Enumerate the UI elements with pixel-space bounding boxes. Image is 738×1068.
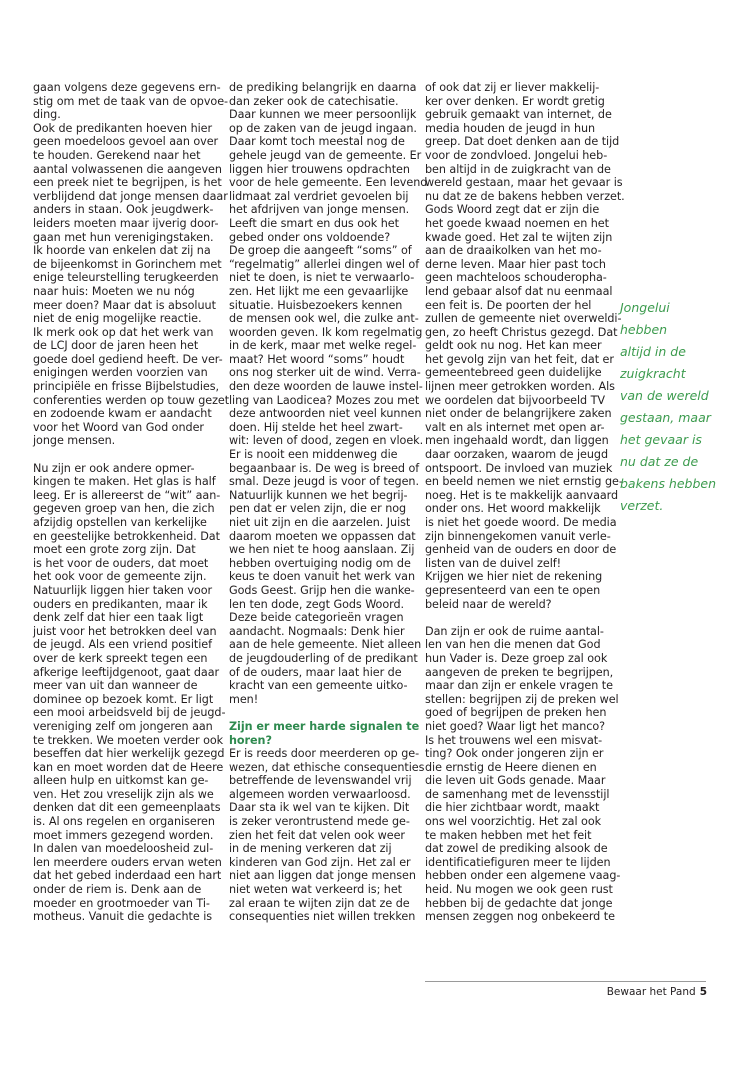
text-line: hebben onder een algemene vaag-	[425, 869, 621, 883]
pull-quote-line: het gevaar is	[620, 432, 702, 447]
text-line: gegeven groep van hen, die zich	[33, 502, 215, 516]
pull-quote-line: altijd in de	[620, 344, 686, 359]
text-line: noeg. Het is te makkelijk aanvaard	[425, 488, 619, 502]
text-line: Deze beide categorieën vragen	[229, 611, 404, 625]
text-line: Dan zijn er ook de ruime aantal-	[425, 624, 604, 638]
text-line: Natuurlijk kunnen we het begrij-	[229, 488, 408, 502]
text-line: Gods Woord zegt dat er zijn die	[425, 203, 600, 217]
text-line: aangeven de preken te begrijpen,	[425, 665, 614, 679]
text-line: len ten dode, zegt Gods Woord.	[229, 597, 405, 611]
text-line: Ook de predikanten hoeven hier	[33, 121, 213, 135]
text-line: hebben overtuiging nodig om de	[229, 556, 411, 570]
text-line: die ernstig de Heere dienen en	[425, 760, 597, 774]
text-line: niet te doen, is niet te verwaarlo-	[229, 271, 415, 285]
text-line: de jeugdouderling of de predikant	[229, 651, 418, 665]
text-line: niet weten wat verkeerd is; het	[229, 883, 403, 897]
text-line: en beeld nemen we niet ernstig ge-	[425, 475, 623, 489]
text-line: leiders moeten maar ijverig door-	[33, 216, 219, 230]
text-line: daarom moeten we oppassen dat	[229, 529, 416, 543]
text-line: maar dan zijn er enkele vragen te	[425, 679, 613, 693]
text-line: en zodoende kwam er aandacht	[33, 407, 212, 421]
text-line: de jeugd. Als een vriend positief	[33, 638, 213, 652]
text-line: over de kerk spreekt tegen een	[33, 651, 208, 665]
text-line: In dalen van moedeloosheid zul-	[33, 842, 214, 856]
text-line: is niet het goede woord. De media	[425, 516, 617, 529]
text-line: moeder en grootmoeder van Ti-	[33, 896, 210, 910]
text-line: of ook dat zij er liever makkelij-	[425, 81, 600, 94]
text-line: kingen te maken. Het glas is half	[33, 475, 216, 489]
text-line: te trekken. We moeten verder ook	[33, 733, 224, 747]
text-line: ouders en predikanten, maar ik	[33, 597, 208, 611]
text-line: leeg. Er is allereerst de “wit” aan-	[33, 488, 221, 502]
text-line: gaan met hun verenigingstaken.	[33, 230, 214, 244]
text-line: meer doen? Maar dat is absoluut	[33, 298, 216, 312]
text-line: voor het Woord van God onder	[33, 420, 204, 434]
text-line: zien het feit dat velen ook weer	[229, 828, 405, 842]
text-line: heid. Nu mogen we ook geen rust	[425, 883, 613, 897]
pull-quote-line: van de wereld	[620, 388, 709, 403]
text-line: het afdrijven van jonge mensen.	[229, 203, 410, 217]
text-line: Is het trouwens wel een misvat-	[425, 733, 603, 747]
pull-quote	[620, 297, 730, 517]
text-line: dat het gebed inderdaad een hart	[33, 869, 222, 883]
text-line: Leeft die smart en dus ook het	[229, 216, 399, 230]
text-line: het gevolg zijn van het feit, dat er	[425, 352, 614, 366]
text-line: derne leven. Maar hier past toch	[425, 257, 606, 271]
text-line: Gods Geest. Grijp hen die wanke-	[229, 583, 415, 597]
text-line: denken dat dit een gemeenplaats	[33, 801, 221, 815]
text-line: ling van Laodicea? Mozes zou met	[229, 393, 420, 407]
text-line: Ik hoorde van enkelen dat zij na	[33, 244, 211, 258]
text-line: moet immers gezegend worden.	[33, 828, 214, 842]
text-line: de mensen ook wel, die zulke ant-	[229, 312, 419, 326]
text-line: stellen: begrijpen zij de preken wel	[425, 692, 619, 706]
text-line: is. Al ons regelen en organiseren	[33, 815, 215, 829]
text-line: beleid naar de wereld?	[425, 597, 552, 611]
text-line: aan de hele gemeente. Niet alleen	[229, 638, 422, 652]
text-line: ons wel voorzichtig. Het zal ook	[425, 815, 602, 829]
text-line: goede doel gediend heeft. De ver-	[33, 352, 223, 366]
text-line: alleen hulp en uitkomst kan ge-	[33, 774, 209, 788]
text-line: consequenties niet willen trekken	[229, 910, 416, 924]
text-line: ben altijd in de zuigkracht van de	[425, 162, 611, 176]
text-line: kracht van een gemeente uitko-	[229, 679, 408, 693]
text-line: onder ons. Het woord makkelijk	[425, 502, 601, 516]
text-line: in de mening verkeren dat zij	[229, 842, 392, 856]
text-line: mensen zeggen nog onbekeerd te	[425, 910, 615, 924]
text-line: we hen niet te hoog aanslaan. Zij	[229, 543, 415, 557]
text-line: aantal volwassenen die aangeven	[33, 162, 222, 176]
footer	[607, 986, 707, 998]
paragraph-gap	[229, 706, 419, 720]
text-line: Daar kunnen we meer persoonlijk	[229, 108, 417, 122]
text-line: smal. Deze jeugd is voor of tegen.	[229, 475, 419, 489]
text-line: die leven uit Gods genade. Maar	[425, 774, 606, 788]
text-line: lijnen meer getrokken worden. Als	[425, 380, 615, 394]
text-line: algemeen worden verwaarloosd.	[229, 787, 411, 801]
paragraph-gap	[33, 448, 223, 462]
text-line: gepresenteerd van een te open	[425, 583, 601, 597]
text-line: een preek niet te begrijpen, is het	[33, 176, 222, 190]
text-line: listen van de duivel zelf!	[425, 556, 562, 570]
text-line: jonge mensen.	[33, 434, 116, 448]
text-line: gemeentebreed geen duidelijke	[425, 366, 602, 380]
text-line: of de ouders, maar laat hier de	[229, 665, 402, 679]
text-line: onder de riem is. Denk aan de	[33, 883, 202, 897]
text-line: we oordelen dat bijvoorbeeld TV	[425, 393, 606, 407]
text-line: woorden geven. Ik kom regelmatig	[229, 325, 423, 339]
pull-quote-line: zuigkracht	[620, 366, 686, 381]
text-line: niet de enig mogelijke reactie.	[33, 312, 202, 326]
text-line: men!	[229, 692, 259, 706]
text-line: ontspoort. De invloed van muziek	[425, 461, 613, 475]
text-line: Natuurlijk liggen hier taken voor	[33, 583, 213, 597]
text-line: kinderen van God zijn. Het zal er	[229, 855, 411, 869]
text-line: verblijdend dat jonge mensen daar	[33, 189, 228, 203]
text-line: meer van uit dan wanneer de	[33, 679, 198, 693]
text-line: keus te doen vanuit het werk van	[229, 570, 415, 584]
text-line: vereniging zelf om jongeren aan	[33, 719, 213, 733]
text-line: ker over denken. Er wordt gretig	[425, 94, 605, 108]
text-line: zijn binnengekomen vanuit verle-	[425, 529, 611, 543]
text-line: afkerige leeftijdgenoot, gaat daar	[33, 665, 220, 679]
text-line: enige teleurstelling terugkeerden	[33, 271, 219, 285]
text-line: aan de draaikolken van het mo-	[425, 244, 602, 258]
page-number: 5	[699, 986, 707, 998]
text-line: den deze woorden de lauwe instel-	[229, 380, 423, 394]
text-line: op de zaken van de jeugd ingaan.	[229, 121, 417, 135]
text-line: geldt ook nu nog. Het kan meer	[425, 339, 602, 353]
text-line: “regelmatig” allerlei dingen wel of	[229, 257, 420, 271]
text-line: doen. Hij stelde het heel zwart-	[229, 420, 403, 434]
text-line: ding.	[33, 108, 61, 122]
text-line: Er is nooit een middenweg die	[229, 448, 398, 462]
text-line: en geestelijke betrokkenheid. Dat	[33, 529, 220, 543]
text-line: de prediking belangrijk en daarna	[229, 81, 417, 94]
text-line: Daar komt toch meestal nog de	[229, 135, 405, 149]
text-line: dominee op bezoek komt. Er ligt	[33, 692, 214, 706]
text-line: zal eraan te wijten zijn dat ze de	[229, 896, 410, 910]
text-line: conferenties werden op touw gezet	[33, 393, 230, 407]
pull-quote-line: bakens hebben	[620, 476, 717, 491]
text-line: wit: leven of dood, zegen en vloek.	[229, 434, 424, 448]
text-line: deze antwoorden niet veel kunnen	[229, 407, 422, 421]
text-line: ting? Ook onder jongeren zijn er	[425, 747, 604, 761]
text-line: een mooi arbeidsveld bij de jeugd-	[33, 706, 226, 720]
pull-quote-line: nu dat ze de	[620, 454, 699, 469]
text-line: hun Vader is. Deze groep zal ook	[425, 651, 608, 665]
paragraph-gap	[425, 611, 615, 625]
text-line: voor de hele gemeente. Een levend	[229, 176, 428, 190]
text-line: is het voor de ouders, dat moet	[33, 556, 209, 570]
text-line: juist voor het betrokken deel van	[33, 624, 217, 638]
text-line: niet uit zijn en die aarzelen. Juist	[229, 516, 411, 529]
text-line: de bijeenkomst in Gorinchem met	[33, 257, 222, 271]
pull-quote-line: gestaan, maar	[620, 410, 711, 425]
text-line: een feit is. De poorten der hel	[425, 298, 592, 312]
text-line: anders in staan. Ook jeugdwerk-	[33, 203, 214, 217]
text-line: len meerdere ouders ervan weten	[33, 855, 222, 869]
text-line: wezen, dat ethische consequenties	[229, 760, 425, 774]
text-line: te maken hebben met het feit	[425, 828, 592, 842]
footer-rule	[425, 981, 706, 982]
text-line: is zeker verontrustend mede ge-	[229, 815, 410, 829]
text-line: niet aan liggen dat jonge mensen	[229, 869, 416, 883]
text-line: principiële en frisse Bijbelstudies,	[33, 380, 220, 394]
publication-name: Bewaar het Pand	[606, 986, 696, 998]
text-line: zullen de gemeente niet overweldi-	[425, 312, 622, 326]
text-line: pen dat er velen zijn, die er nog	[229, 502, 407, 516]
text-line: gehele jeugd van de gemeente. Er	[229, 148, 422, 162]
text-line: zen. Het lijkt me een gevaarlijke	[229, 284, 409, 298]
text-line: dan zeker ook de catechisatie.	[229, 94, 399, 108]
text-line: in de kerk, maar met welke regel-	[229, 339, 417, 353]
text-line: Er is reeds door meerderen op ge-	[229, 747, 420, 761]
column-3	[425, 81, 625, 924]
text-line: nu dat ze de bakens hebben verzet.	[425, 189, 625, 203]
text-line: kan en moet worden dat de Heere	[33, 760, 224, 774]
text-line: geen machteloos schouderopha-	[425, 271, 607, 285]
text-line: lidmaat zal verdriet gevoelen bij	[229, 189, 409, 203]
text-line: daar oorzaken, waarom de jeugd	[425, 448, 608, 462]
text-line: te houden. Gerekend naar het	[33, 148, 201, 162]
text-line: naar huis: Moeten we nu nóg	[33, 284, 195, 298]
text-line: kwade goed. Het zal te wijten zijn	[425, 230, 613, 244]
text-line: situatie. Huisbezoekers kennen	[229, 298, 403, 312]
text-line: lend gebaar alsof dat nu eenmaal	[425, 284, 613, 298]
text-line: hebben bij de gedachte dat jonge	[425, 896, 613, 910]
pull-quote-line: verzet.	[620, 498, 664, 513]
section-heading: horen?	[229, 733, 272, 747]
text-line: motheus. Vanuit die gedachte is	[33, 910, 213, 924]
text-line: betreffende de levenswandel vrij	[229, 774, 412, 788]
text-line: niet onder de belangrijkere zaken	[425, 407, 612, 421]
text-line: voor de zondvloed. Jongelui heb-	[425, 148, 608, 162]
section-heading: Zijn er meer harde signalen te	[229, 719, 420, 733]
text-line: het goede kwaad noemen en het	[425, 216, 609, 230]
text-line: Nu zijn er ook andere opmer-	[33, 461, 195, 475]
text-line: die hier zichtbaar wordt, maakt	[425, 801, 600, 815]
text-line: Krijgen we hier niet de rekening	[425, 570, 603, 584]
text-line: gebed onder ons voldoende?	[229, 230, 391, 244]
text-line: identificatiefiguren meer te lijden	[425, 855, 611, 869]
text-line: begaanbaar is. De weg is breed of	[229, 461, 420, 475]
text-line: liggen hier trouwens opdrachten	[229, 162, 410, 176]
text-line: dat zowel de prediking alsook de	[425, 842, 608, 856]
text-line: ons nog sterker uit de wind. Verra-	[229, 366, 421, 380]
text-line: beseffen dat hier werkelijk gezegd	[33, 747, 225, 761]
text-line: maat? Het woord “soms” houdt	[229, 352, 405, 366]
text-line: gebruik gemaakt van internet, de	[425, 108, 612, 122]
column-1	[33, 81, 230, 924]
text-line: Ik merk ook op dat het werk van	[33, 325, 214, 339]
pull-quote-line: hebben	[620, 322, 668, 337]
text-line: wereld gestaan, maar het gevaar is	[425, 176, 623, 190]
text-line: valt en als internet met open ar-	[425, 420, 605, 434]
text-line: afzijdig opstellen van kerkelijke	[33, 516, 207, 529]
text-line: enigingen werden voorzien van	[33, 366, 208, 380]
text-line: Daar sta ik wel van te kijken. Dit	[229, 801, 410, 815]
text-line: denk zelf dat hier een taak ligt	[33, 611, 204, 625]
text-line: goed of begrijpen de preken hen	[425, 706, 607, 720]
text-line: de LCJ door de jaren heen het	[33, 339, 199, 353]
text-line: media houden de jeugd in hun	[425, 121, 596, 135]
text-line: men ingehaald wordt, dan liggen	[425, 434, 609, 448]
text-line: ven. Het zou vreselijk zijn als we	[33, 787, 214, 801]
text-line: geen moedeloos gevoel aan over	[33, 135, 219, 149]
pull-quote-line: Jongelui	[620, 300, 670, 315]
text-line: aandacht. Nogmaals: Denk hier	[229, 624, 405, 638]
text-line: niet goed? Waar ligt het manco?	[425, 719, 606, 733]
text-line: moet een grote zorg zijn. Dat	[33, 543, 196, 557]
text-line: genheid van de ouders en door de	[425, 543, 617, 557]
text-line: stig om met de taak van de opvoe-	[33, 94, 229, 108]
text-line: het ook voor de gemeente zijn.	[33, 570, 207, 584]
column-2	[229, 81, 428, 924]
text-line: greep. Dat doet denken aan de tijd	[425, 135, 620, 149]
text-line: gaan volgens deze gegevens ern-	[33, 81, 221, 94]
text-line: len van hen die menen dat God	[425, 638, 601, 652]
text-line: de samenhang met de levensstijl	[425, 787, 610, 801]
text-line: De groep die aangeeft “soms” of	[229, 244, 412, 258]
text-line: gen, zo heeft Christus gezegd. Dat	[425, 325, 618, 339]
